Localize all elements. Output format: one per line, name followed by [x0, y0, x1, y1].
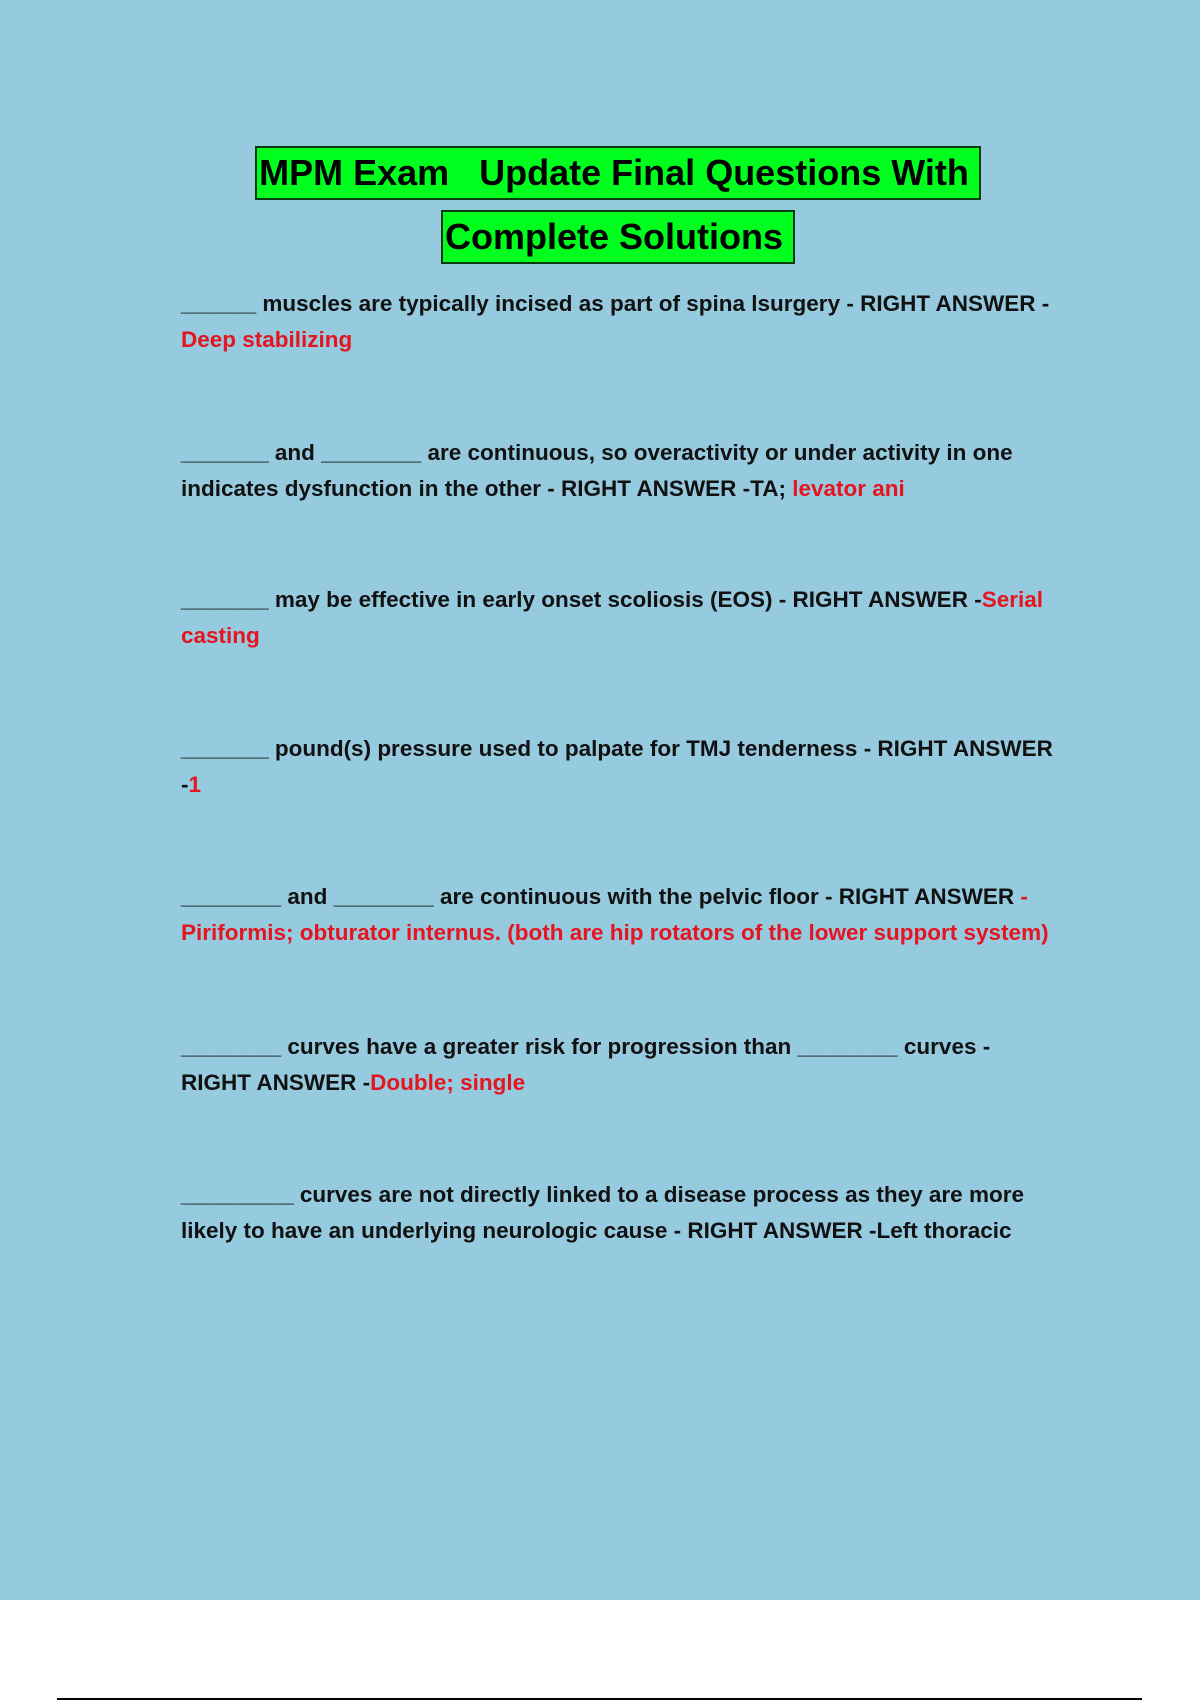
answer-text: Serial casting	[181, 587, 1043, 648]
answer-text: Deep stabilizing	[181, 327, 353, 352]
answer-text: Double; single	[370, 1070, 526, 1095]
answer-text: levator ani	[792, 476, 905, 501]
title-line-1: MPM Exam Update Final Questions With	[255, 146, 981, 200]
question-item-7	[181, 1177, 1061, 1249]
question-item-1	[181, 286, 1061, 358]
title-line-2: Complete Solutions	[441, 210, 795, 264]
question-item-2	[181, 435, 1061, 507]
question-text: ________ curves have a greater risk for progression than ________ curves - RIGHT ANSWER -	[181, 1034, 991, 1095]
question-item-6	[181, 1029, 1061, 1101]
question-text: _______ and ________ are continuous, so overactivity or under activity in one indicates dysfunction in the other - RIGHT ANSWER -TA;	[181, 440, 1013, 501]
question-text: ________ and ________ are continuous with the pelvic floor - RIGHT ANSWER	[181, 884, 1021, 909]
answer-text: -Left thoracic	[869, 1218, 1012, 1243]
question-text: _______ pound(s) pressure used to palpate for TMJ tenderness - RIGHT ANSWER -	[181, 736, 1053, 797]
question-item-3	[181, 582, 1061, 654]
document-title	[0, 146, 1200, 264]
question-item-4	[181, 731, 1061, 803]
question-list	[181, 286, 1061, 1249]
question-text: ______ muscles are typically incised as part of spina lsurgery - RIGHT ANSWER -	[181, 291, 1050, 316]
question-item-5	[181, 879, 1061, 951]
question-text: _________ curves are not directly linked to a disease process as they are more likely to have an underlying neurologic cause - RIGHT ANSWER	[181, 1182, 1024, 1243]
question-text: _______ may be effective in early onset scoliosis (EOS) - RIGHT ANSWER -	[181, 587, 982, 612]
answer-text: -Piriformis; obturator internus. (both are hip rotators of the lower support system)	[181, 884, 1049, 945]
answer-text: 1	[188, 772, 202, 797]
